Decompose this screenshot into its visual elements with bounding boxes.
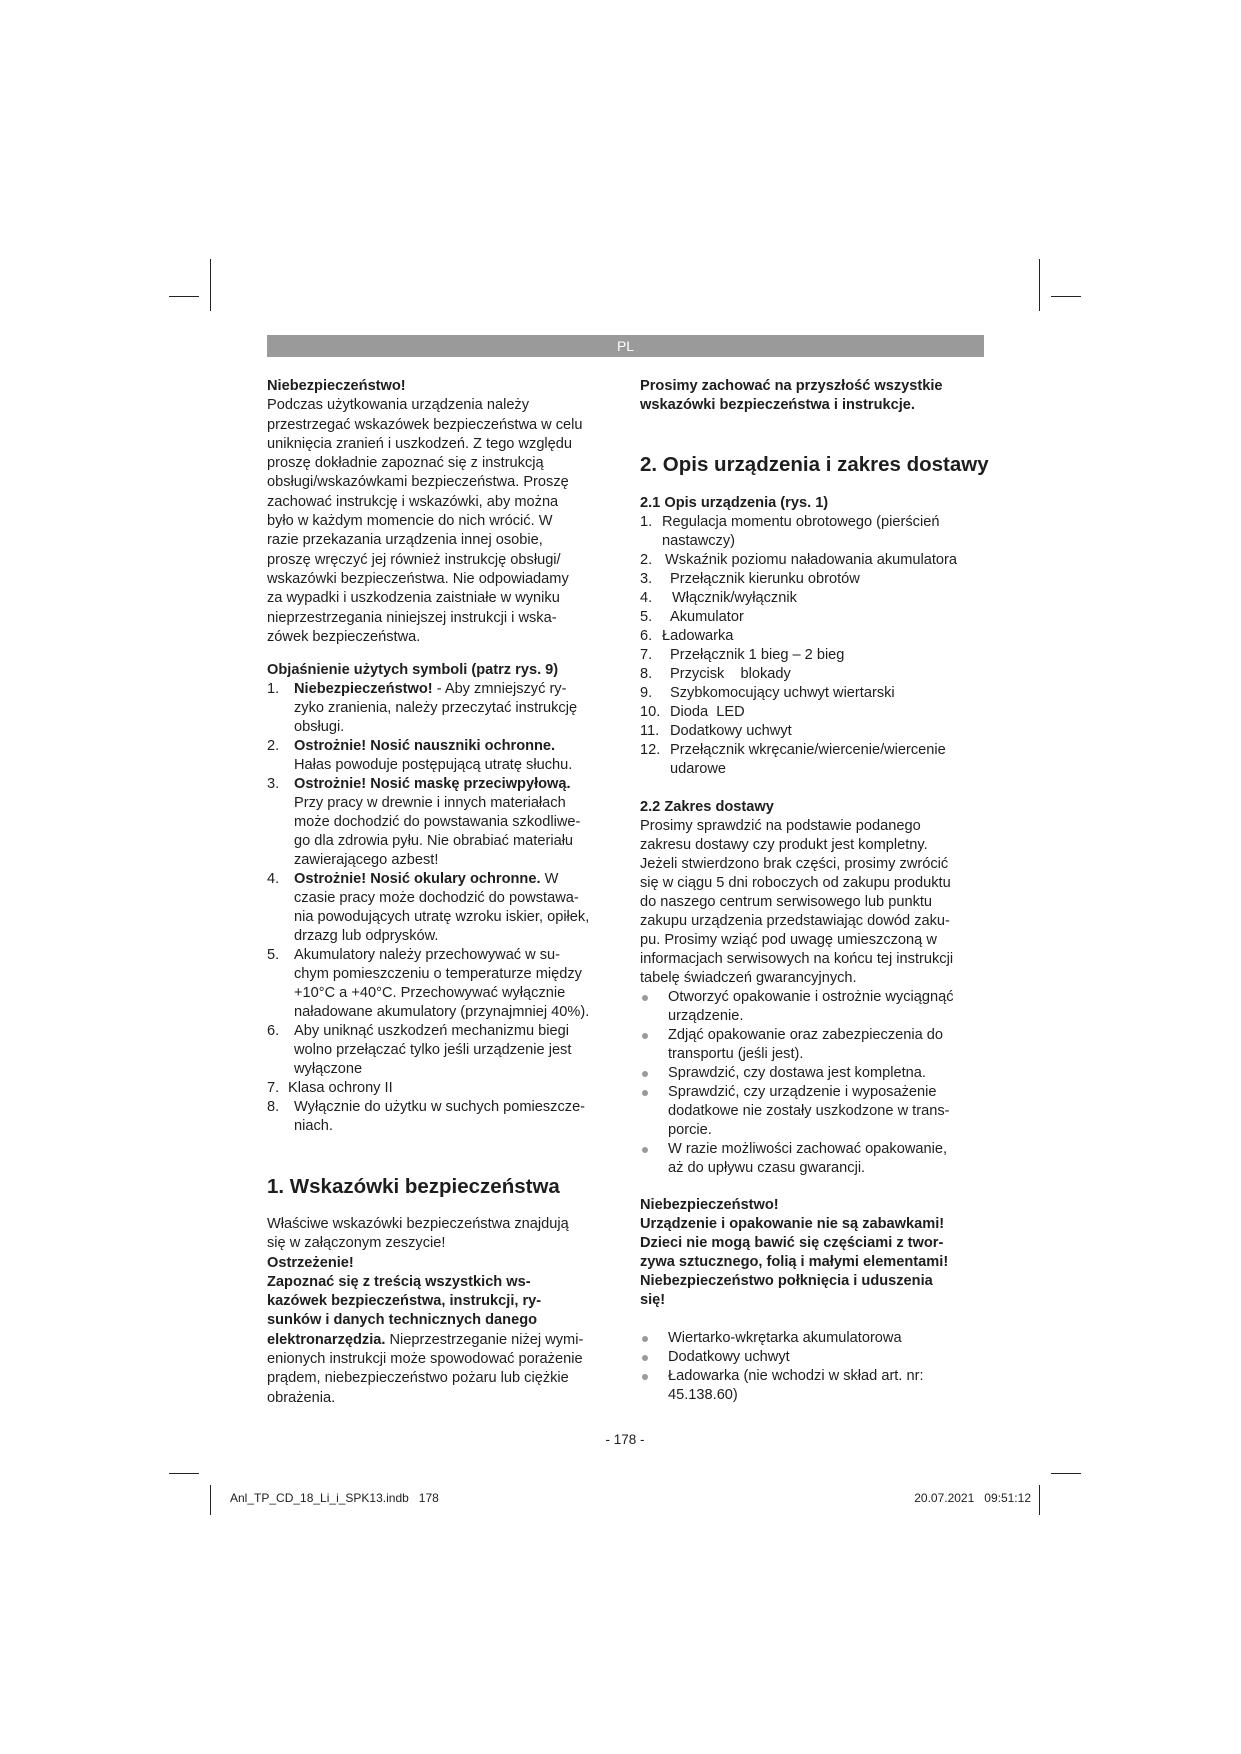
item-text: W czasie pracy może dochodzić do powstawa- nia powodujących utratę wzroku iskier, opiłek, drzazg lub odprysków. bbox=[294, 871, 590, 944]
item-number: 9. bbox=[640, 685, 653, 701]
item-bold: Ostrożnie! Nosić nauszniki ochronne. bbox=[294, 738, 556, 754]
item-text: Dioda LED bbox=[670, 704, 745, 720]
content-text: Dodatkowy uchwyt bbox=[668, 1349, 790, 1365]
item-text: Szybkomocujący uchwyt wiertarski bbox=[670, 685, 895, 701]
bullet-icon bbox=[642, 1355, 648, 1361]
part-item bbox=[640, 627, 1000, 646]
step-item bbox=[640, 1026, 1000, 1064]
item-number: 4. bbox=[267, 871, 280, 887]
crop-mark bbox=[1051, 1473, 1081, 1474]
step-text: Otworzyć opakowanie i ostrożnie wyciągnąć urządzenie. bbox=[668, 989, 954, 1024]
step-item bbox=[640, 1140, 1000, 1178]
item-text: Przełącznik kierunku obrotów bbox=[670, 571, 860, 587]
item-text: Przy pracy w drewnie i innych materiałach może dochodzić do powstawania szkodliwe- go dla zdrowia pyłu. Nie obrabiać materiału zawierającego azbest! bbox=[294, 795, 581, 868]
part-item bbox=[640, 741, 1000, 779]
step-text: Sprawdzić, czy urządzenie i wyposażenie dodatkowe nie zostały uszkodzone w trans- porcie. bbox=[668, 1084, 950, 1138]
bullet-icon bbox=[642, 1090, 648, 1096]
item-text: Dodatkowy uchwyt bbox=[670, 723, 792, 739]
item-number: 3. bbox=[640, 571, 653, 587]
item-number: 12. bbox=[640, 742, 661, 758]
item-text: Przełącznik wkręcanie/wiercenie/wiercenie udarowe bbox=[670, 742, 946, 777]
bullet-icon bbox=[642, 1033, 648, 1039]
item-text: Wyłącznie do użytku w suchych pomieszcze- niach. bbox=[294, 1099, 586, 1134]
item-text: Regulacja momentu obrotowego (pierścień nastawczy) bbox=[662, 514, 940, 549]
item-number: 6. bbox=[267, 1023, 280, 1039]
safety-intro: Właściwe wskazówki bezpieczeństwa znajdują się w załączonym zeszycie! bbox=[267, 1216, 569, 1252]
symbol-item bbox=[267, 775, 627, 870]
bullet-icon bbox=[642, 1071, 648, 1077]
section-2-heading: 2. Opis urządzenia i zakres dostawy bbox=[640, 453, 989, 476]
step-item bbox=[640, 988, 1000, 1026]
danger-section bbox=[267, 377, 617, 647]
page-number: - 178 - bbox=[605, 1432, 645, 1447]
item-text: Przycisk blokady bbox=[670, 666, 791, 682]
symbol-item bbox=[267, 1022, 627, 1079]
keep-instructions-note: Prosimy zachować na przyszłość wszystkie wskazówki bezpieczeństwa i instrukcje. bbox=[640, 378, 943, 414]
step-item bbox=[640, 1064, 1000, 1083]
item-text: Akumulatory należy przechowywać w su- chym pomieszczeniu o temperaturze między +10°C a +40°C. Przechowywać wyłącznie naładowane akumulatory (przynajmniej 40%). bbox=[294, 947, 590, 1020]
step-item bbox=[640, 1083, 1000, 1140]
bullet-icon bbox=[642, 1147, 648, 1153]
part-item bbox=[640, 722, 1000, 741]
crop-mark bbox=[210, 259, 211, 311]
item-number: 1. bbox=[640, 514, 653, 530]
item-text: Klasa ochrony II bbox=[288, 1080, 393, 1096]
content-item bbox=[640, 1367, 1000, 1405]
crop-mark bbox=[1039, 1485, 1040, 1515]
part-item bbox=[640, 684, 1000, 703]
item-number: 3. bbox=[267, 776, 280, 792]
package-contents bbox=[640, 1329, 1000, 1405]
item-text: Aby uniknąć uszkodzeń mechanizmu biegi wolno przełączać tylko jeśli urządzenie jest wyłączone bbox=[294, 1023, 572, 1077]
step-text: W razie możliwości zachować opakowanie, aż do upływu czasu gwarancji. bbox=[668, 1141, 948, 1176]
item-bold: Ostrożnie! Nosić maskę przeciwpyłową. bbox=[294, 776, 571, 792]
item-number: 7. bbox=[267, 1080, 280, 1096]
item-number: 7. bbox=[640, 647, 653, 663]
symbols-section bbox=[267, 661, 627, 1136]
print-timestamp: 20.07.2021 09:51:12 bbox=[914, 1491, 1031, 1505]
item-number: 10. bbox=[640, 704, 661, 720]
item-bold: Ostrożnie! Nosić okulary ochronne. bbox=[294, 871, 541, 887]
step-text: Sprawdzić, czy dostawa jest kompletna. bbox=[668, 1065, 926, 1081]
device-description bbox=[640, 494, 1000, 779]
subsection-2-1-title: 2.1 Opis urządzenia (rys. 1) bbox=[640, 495, 829, 511]
delivery-scope bbox=[640, 798, 1000, 1178]
subsection-2-2-title: 2.2 Zakres dostawy bbox=[640, 799, 774, 815]
step-text: Zdjąć opakowanie oraz zabezpieczenia do transportu (jeśli jest). bbox=[668, 1027, 944, 1062]
warning-bold-text: Zapoznać się z treścią wszystkich ws- kazówek bezpieczeństwa, instrukcji, ry- sunków i danych technicznych danego elektronarzędzia. bbox=[267, 1273, 542, 1348]
content-text: Ładowarka (nie wchodzi w skład art. nr: 45.138.60) bbox=[668, 1368, 924, 1403]
symbol-item bbox=[267, 1098, 627, 1136]
item-number: 2. bbox=[640, 552, 653, 568]
symbol-item bbox=[267, 946, 627, 1022]
item-number: 4. bbox=[640, 590, 653, 606]
item-number: 8. bbox=[640, 666, 653, 682]
warning-text: Nieprzestrzeganie niżej wymi- enionych instrukcji może spowodować porażenie prądem, niebezpieczeństwo pożaru lub ciężkie obrażenia. bbox=[267, 1331, 584, 1406]
content-item bbox=[640, 1329, 1000, 1348]
bullet-icon bbox=[642, 1374, 648, 1380]
file-info: Anl_TP_CD_18_Li_i_SPK13.indb 178 bbox=[230, 1491, 439, 1505]
danger-text: Podczas użytkowania urządzenia należy przestrzegać wskazówek bezpieczeństwa w celu uniknięcia zranień i uszkodzeń. Z tego względu proszę dokładnie zapoznać się z instrukcją obsługi/wskazówkami bezpieczeństwa. Proszę zachować instrukcję i wskazówki, aby można było w każdym momencie do nich wrócić. W razie przekazania urządzenia innej osobie, proszę wręczyć jej również instrukcję obsługi/ wskazówki bezpieczeństwa. Nie odpowiadamy za wypadki i uszkodzenia zaistniałe w wyniku nieprzestrzegania niniejszej instrukcji i wska- zówek bezpieczeństwa. bbox=[267, 397, 583, 645]
item-text: Hałas powoduje postępującą utratę słuchu. bbox=[294, 757, 573, 773]
item-number: 2. bbox=[267, 738, 280, 754]
item-text: - Aby zmniejszyć ry- zyko zranienia, należy przeczytać instrukcję obsługi. bbox=[294, 681, 578, 735]
item-text: Włącznik/wyłącznik bbox=[672, 590, 797, 606]
content-text: Wiertarko-wkrętarka akumulatorowa bbox=[668, 1330, 902, 1346]
part-item bbox=[640, 513, 1000, 551]
item-number: 8. bbox=[267, 1099, 280, 1115]
part-item bbox=[640, 608, 1000, 627]
part-item bbox=[640, 589, 1000, 608]
part-item bbox=[640, 570, 1000, 589]
part-item bbox=[640, 703, 1000, 722]
safety-section bbox=[267, 1215, 627, 1408]
item-number: 1. bbox=[267, 681, 280, 697]
language-bar: PL bbox=[267, 335, 984, 357]
item-text: Przełącznik 1 bieg – 2 bieg bbox=[670, 647, 845, 663]
section-1-heading: 1. Wskazówki bezpieczeństwa bbox=[267, 1175, 560, 1198]
content-item bbox=[640, 1348, 1000, 1367]
item-number: 11. bbox=[640, 723, 660, 739]
bullet-icon bbox=[642, 995, 648, 1001]
choking-warning: Niebezpieczeństwo! Urządzenie i opakowanie nie są zabawkami! Dzieci nie mogą bawić się częściami z twor- zywa sztucznego, folią i małymi elementami! Niebezpieczeństwo połknięcia i uduszenia się! bbox=[640, 1197, 949, 1308]
symbol-item bbox=[267, 737, 627, 775]
symbol-item bbox=[267, 680, 627, 737]
danger-title: Niebezpieczeństwo! bbox=[267, 378, 406, 394]
crop-mark bbox=[169, 296, 199, 297]
part-item bbox=[640, 551, 1000, 570]
crop-mark bbox=[1039, 259, 1040, 311]
item-text: Wskaźnik poziomu naładowania akumulatora bbox=[665, 552, 958, 568]
item-number: 5. bbox=[267, 947, 280, 963]
item-text: Akumulator bbox=[670, 609, 744, 625]
item-number: 6. bbox=[640, 628, 653, 644]
crop-mark bbox=[210, 1485, 211, 1515]
symbol-item bbox=[267, 870, 627, 946]
delivery-text: Prosimy sprawdzić na podstawie podanego zakresu dostawy czy produkt jest kompletny. Jeżeli stwierdzono brak części, prosimy zwrócić się w ciągu 5 dni roboczych od zakupu produktu do naszego centrum serwisowego lub punktu zakupu urządzenia przedstawiając dowód zaku- pu. Prosimy wziąć pod uwagę umieszczoną w informacjach serwisowych na końcu tej instrukcji tabelę świadczeń gwarancyjnych. bbox=[640, 818, 954, 986]
crop-mark bbox=[1051, 296, 1081, 297]
part-item bbox=[640, 646, 1000, 665]
item-text: Ładowarka bbox=[662, 628, 734, 644]
warning-title: Ostrzeżenie! bbox=[267, 1254, 354, 1271]
bullet-icon bbox=[642, 1336, 648, 1342]
symbols-title: Objaśnienie użytych symboli (patrz rys. 9) bbox=[267, 662, 559, 678]
item-bold: Niebezpieczeństwo! bbox=[294, 681, 433, 697]
crop-mark bbox=[169, 1473, 199, 1474]
part-item bbox=[640, 665, 1000, 684]
item-number: 5. bbox=[640, 609, 653, 625]
symbol-item bbox=[267, 1079, 627, 1098]
